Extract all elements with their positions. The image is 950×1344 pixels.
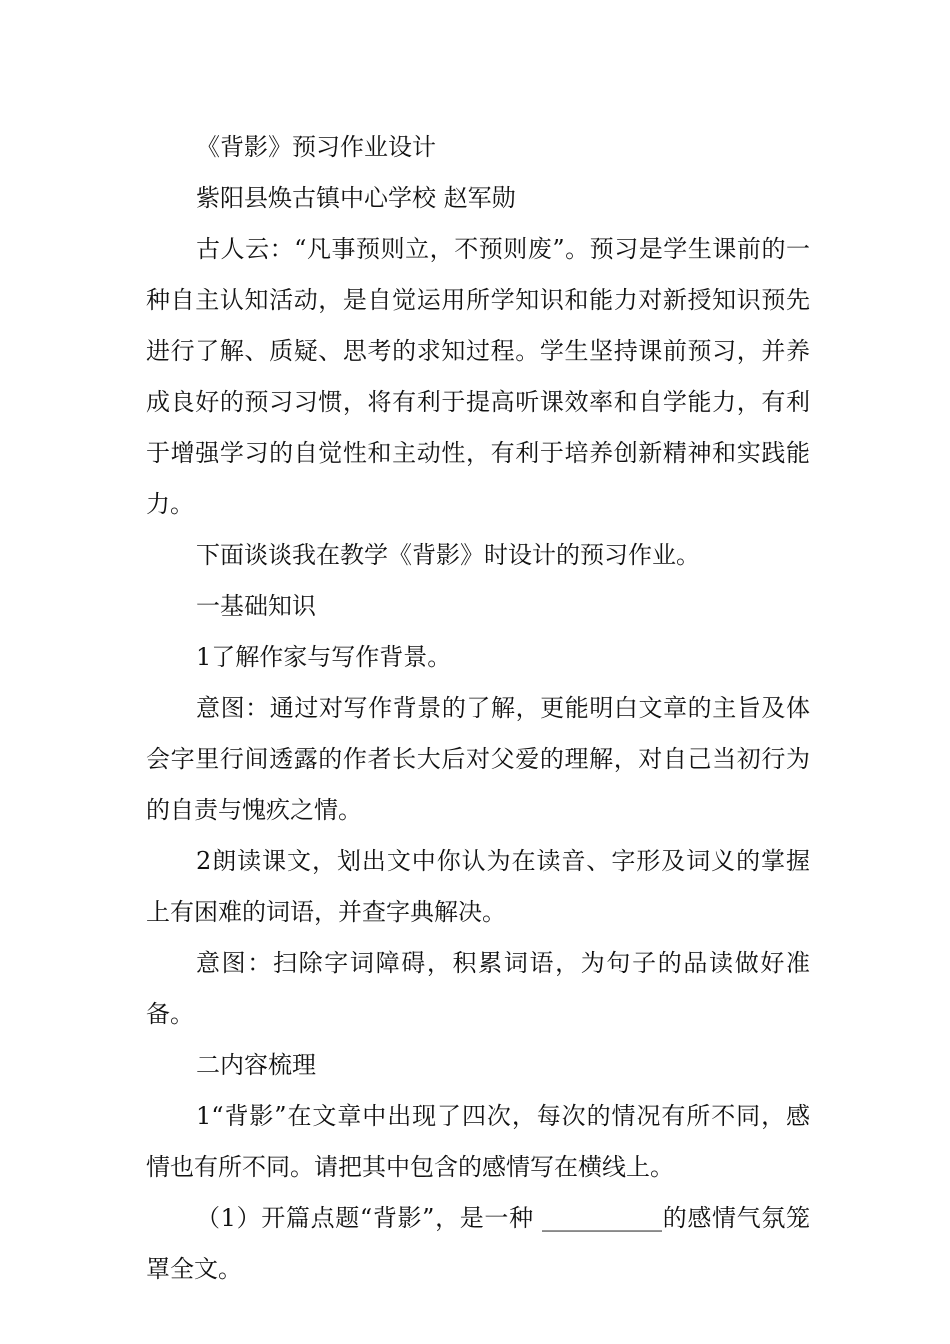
- paragraph-intro: 古人云：“凡事预则立，不预则废”。预习是学生课前的一种自主认知活动，是自觉运用所学知识和能力对新授知识预先进行了解、质疑、思考的求知过程。学生坚持课前预习，并养成良好的预习习惯，将有利于提高听课效率和自学能力，有利于增强学习的自觉性和主动性，有利于培养创新精神和实践能力。: [146, 235, 810, 518]
- paragraph-lead: 下面谈谈我在教学《背影》时设计的预习作业。: [196, 541, 700, 569]
- item-2-reading: 2朗读课文，划出文中你认为在读音、字形及词义的掌握上有困难的词语，并查字典解决。: [146, 847, 810, 926]
- document-body: [146, 122, 810, 1295]
- section-heading-content: 二内容梳理: [196, 1051, 316, 1079]
- document-title: 《背影》预习作业设计: [196, 133, 436, 161]
- intent-1: 意图：通过对写作背景的了解，更能明白文章的主旨及体会字里行间透露的作者长大后对父爱的理解，对自己当初行为的自责与愧疚之情。: [146, 694, 810, 824]
- section-heading-basics: 一基础知识: [196, 592, 316, 620]
- intent-2: 意图：扫除字词障碍，积累词语，为句子的品读做好准备。: [146, 949, 810, 1028]
- item-1-backview: 1“背影”在文章中出现了四次，每次的情况有所不同，感情也有所不同。请把其中包含的感情写在横线上。: [146, 1102, 810, 1181]
- sub-item-1-fill-blank: （1）开篇点题“背影”，是一种 __________的感情气氛笼罩全文。: [146, 1204, 810, 1283]
- document-author: 紫阳县焕古镇中心学校 赵军勋: [196, 184, 516, 212]
- item-1-author-background: 1了解作家与写作背景。: [196, 643, 452, 671]
